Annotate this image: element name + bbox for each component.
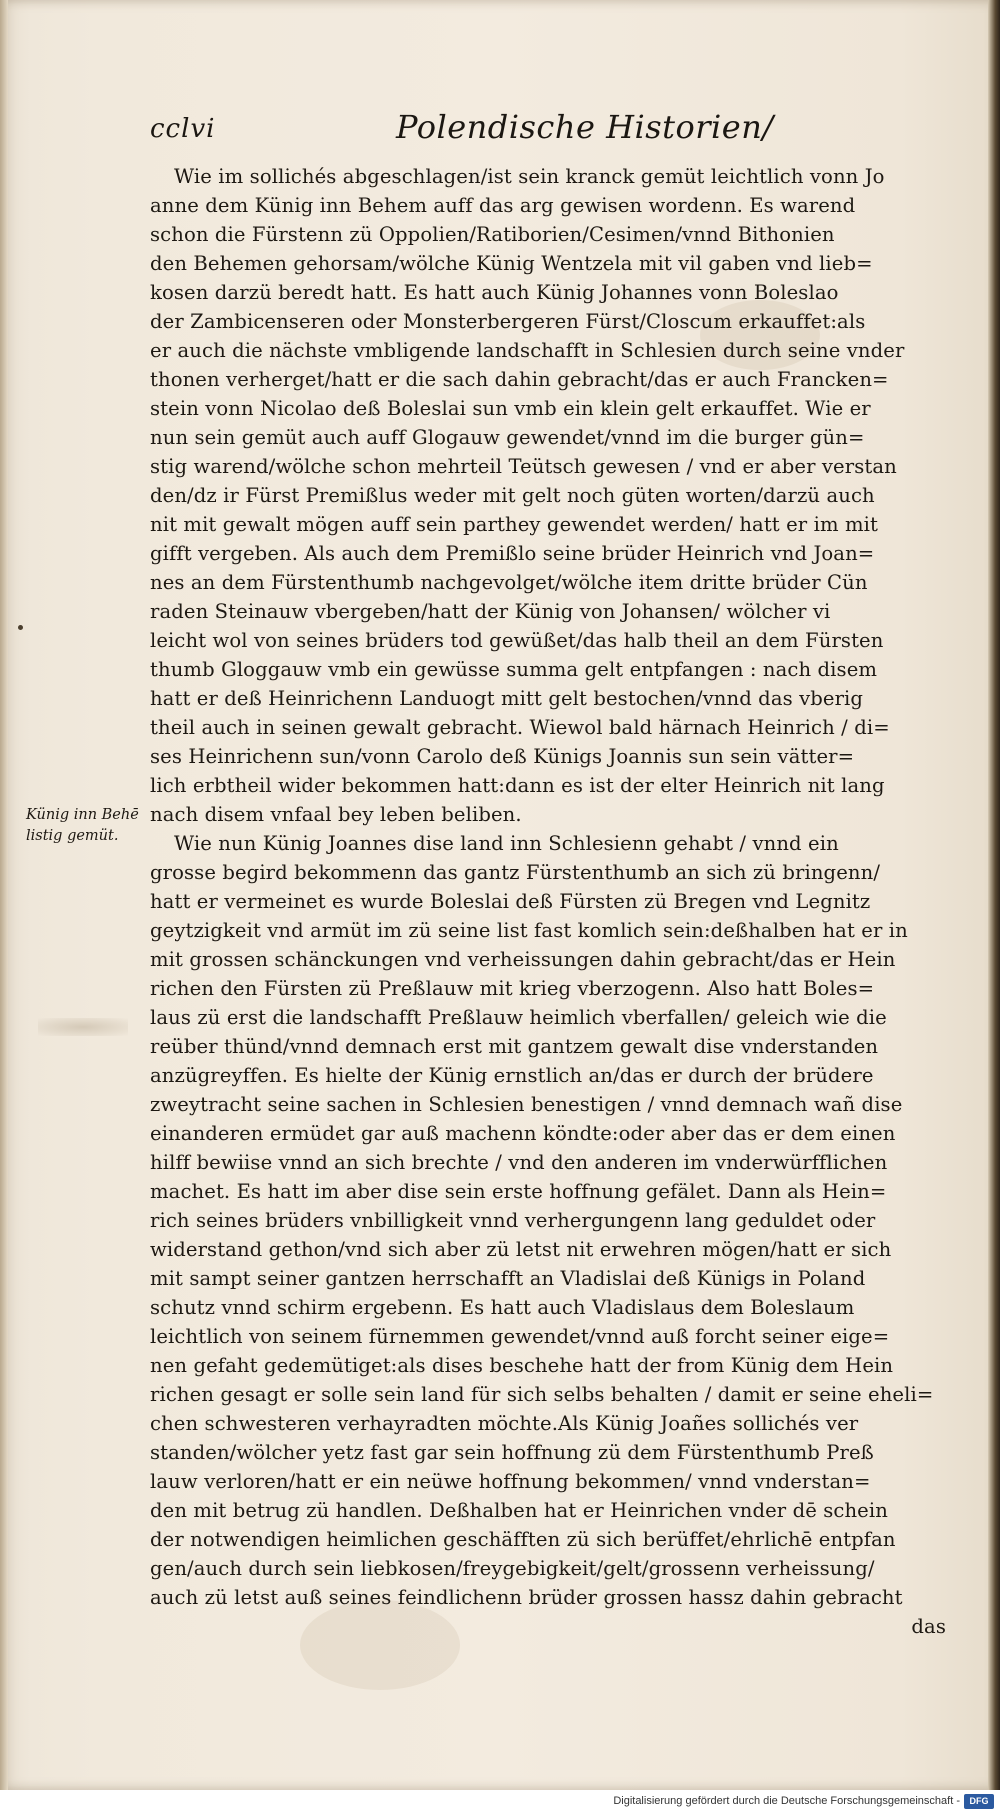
text-line: nach disem vnfaal bey leben beliben. — [150, 803, 522, 826]
text-line: nit mit gewalt mögen auff sein parthey gewendet werden/ hatt er im mit — [150, 513, 878, 536]
text-line: leicht wol von seines brüders tod gewüßet/das halb theil an dem Fürsten — [150, 629, 884, 652]
text-line: raden Steinauw vbergeben/hatt der Künig von Johansen/ wölcher vi — [150, 600, 831, 623]
page-edge — [988, 0, 1000, 1790]
text-line: nun sein gemüt auch auff Glogauw gewendet/vnnd im die burger gün= — [150, 426, 865, 449]
text-line: hatt er deß Heinrichenn Landuogt mitt gelt bestochen/vnnd das vberig — [150, 687, 864, 710]
body-text — [150, 162, 950, 1641]
footer-bar — [0, 1790, 1000, 1814]
text-line: grosse begird bekommenn das gantz Fürstenthumb an sich zü bringenn/ — [150, 861, 881, 884]
text-line: reüber thünd/vnnd demnach erst mit gantzem gewalt dise vnderstanden — [150, 1035, 879, 1058]
text-line: hatt er vermeinet es wurde Boleslai deß Fürsten zü Bregen vnd Legnitz — [150, 890, 871, 913]
ink-smudge — [38, 1018, 128, 1036]
text-line: ses Heinrichenn sun/vonn Carolo deß Künigs Joannis sun sein vätter= — [150, 745, 855, 768]
text-line: zweytracht seine sachen in Schlesien benestigen / vnnd demnach wañ dise — [150, 1093, 903, 1116]
ink-speck — [18, 625, 23, 630]
text-line: nen gefaht gedemütiget:als dises beschehe hatt der from Künig dem Hein — [150, 1354, 894, 1377]
text-line: richen den Fürsten zü Preßlauw mit krieg vberzogenn. Also hatt Boles= — [150, 977, 875, 1000]
text-line: standen/wölcher yetz fast gar sein hoffnung zü dem Fürstenthumb Preß — [150, 1441, 874, 1464]
text-line: mit grossen schänckungen vnd verheissungen dahin gebracht/das er Hein — [150, 948, 896, 971]
catchword: das — [911, 1615, 946, 1638]
text-line: gen/auch durch sein liebkosen/freygebigkeit/gelt/grossenn verheissung/ — [150, 1557, 875, 1580]
text-line: der Zambicenseren oder Monsterbergeren Fürst/Closcum erkauffet:als — [150, 310, 866, 333]
text-line: laus zü erst die landschafft Preßlauw heimlich vberfallen/ geleich wie die — [150, 1006, 887, 1029]
page-gutter — [0, 0, 8, 1790]
text-line: gifft vergeben. Als auch dem Premißlo seine brüder Heinrich vnd Joan= — [150, 542, 875, 565]
text-line: nes an dem Fürstenthumb nachgevolget/wölche item dritte brüder Cün — [150, 571, 868, 594]
text-line: er auch die nächste vmbligende landschafft in Schlesien durch seine vnder — [150, 339, 905, 362]
text-line: schutz vnnd schirm ergebenn. Es hatt auch Vladislaus dem Boleslaum — [150, 1296, 855, 1319]
text-line: stein vonn Nicolao deß Boleslai sun vmb ein klein gelt erkauffet. Wie er — [150, 397, 871, 420]
running-title: Polendische Historien/ — [396, 108, 774, 146]
text-line: auch zü letst auß seines feindlichenn brüder grossen hassz dahin gebracht — [150, 1586, 903, 1609]
text-line: chen schwesteren verhayradten möchte.Als Künig Joañes sollichés ver — [150, 1412, 859, 1435]
text-line: schon die Fürstenn zü Oppolien/Ratiborien/Cesimen/vnnd Bithonien — [150, 223, 835, 246]
text-line: rich seines brüders vnbilligkeit vnnd verhergungenn lang geduldet oder — [150, 1209, 876, 1232]
text-line: hilff bewiise vnnd an sich brechte / vnd den anderen im vnderwürfflichen — [150, 1151, 888, 1174]
text-line: theil auch in seinen gewalt gebracht. Wiewol bald härnach Heinrich / di= — [150, 716, 890, 739]
text-line: lich erbtheil wider bekommen hatt:dann es ist der elter Heinrich nit lang — [150, 774, 885, 797]
text-line: den mit betrug zü handlen. Deßhalben hat er Heinrichen vnder dē schein — [150, 1499, 888, 1522]
text-line: der notwendigen heimlichen geschäfften zü sich berüffet/ehrlichē entpfan — [150, 1528, 896, 1551]
text-line: kosen darzü beredt hatt. Es hatt auch Künig Johannes vonn Boleslao — [150, 281, 839, 304]
margin-note-line: Künig inn Behē — [26, 807, 139, 823]
text-line: stig warend/wölche schon mehrteil Teütsch gewesen / vnd er aber verstan — [150, 455, 897, 478]
text-line: lauw verloren/hatt er ein neüwe hoffnung bekommen/ vnnd vnderstan= — [150, 1470, 871, 1493]
text-line: anzügreyffen. Es hielte der Künig ernstlich an/das er durch der brüdere — [150, 1064, 874, 1087]
text-line: thonen verherget/hatt er die sach dahin gebracht/das er auch Francken= — [150, 368, 889, 391]
text-line: widerstand gethon/vnd sich aber zü letst nit erwehren mögen/hatt er sich — [150, 1238, 892, 1261]
text-line: anne dem Künig inn Behem auff das arg gewisen wordenn. Es warend — [150, 194, 856, 217]
margin-note — [26, 805, 144, 847]
page-header — [148, 108, 948, 154]
text-line: Wie nun Künig Joannes dise land inn Schlesienn gehabt / vnnd ein — [174, 832, 839, 855]
text-line: geytzigkeit vnd armüt im zü seine list fast komlich sein:deßhalben hat er in — [150, 919, 908, 942]
text-line: thumb Gloggauw vmb ein gewüsse summa gelt entpfangen : nach disem — [150, 658, 878, 681]
text-line: mit sampt seiner gantzen herrschafft an Vladislai deß Künigs in Poland — [150, 1267, 866, 1290]
folio-number: cclvi — [150, 114, 216, 144]
text-line: einanderen ermüdet gar auß machenn köndte:oder aber das er dem einen — [150, 1122, 896, 1145]
text-line: machet. Es hatt im aber dise sein erste hoffnung gefälet. Dann als Hein= — [150, 1180, 887, 1203]
text-line: richen gesagt er solle sein land für sich selbs behalten / damit er seine eheli= — [150, 1383, 934, 1406]
text-line: leichtlich von seinem fürnemmen gewendet/vnnd auß forcht seiner eige= — [150, 1325, 890, 1348]
margin-note-line: listig gemüt. — [26, 828, 119, 844]
dfg-logo: DFG — [964, 1794, 994, 1809]
text-line: den Behemen gehorsam/wölche Künig Wentzela mit vil gaben vnd lieb= — [150, 252, 873, 275]
text-line: Wie im sollichés abgeschlagen/ist sein kranck gemüt leichtlich vonn Jo — [174, 165, 885, 188]
text-line: den/dz ir Fürst Premißlus weder mit gelt noch güten worten/darzü auch — [150, 484, 875, 507]
funding-notice: Digitalisierung gefördert durch die Deutsche Forschungsgemeinschaft - — [613, 1795, 960, 1807]
